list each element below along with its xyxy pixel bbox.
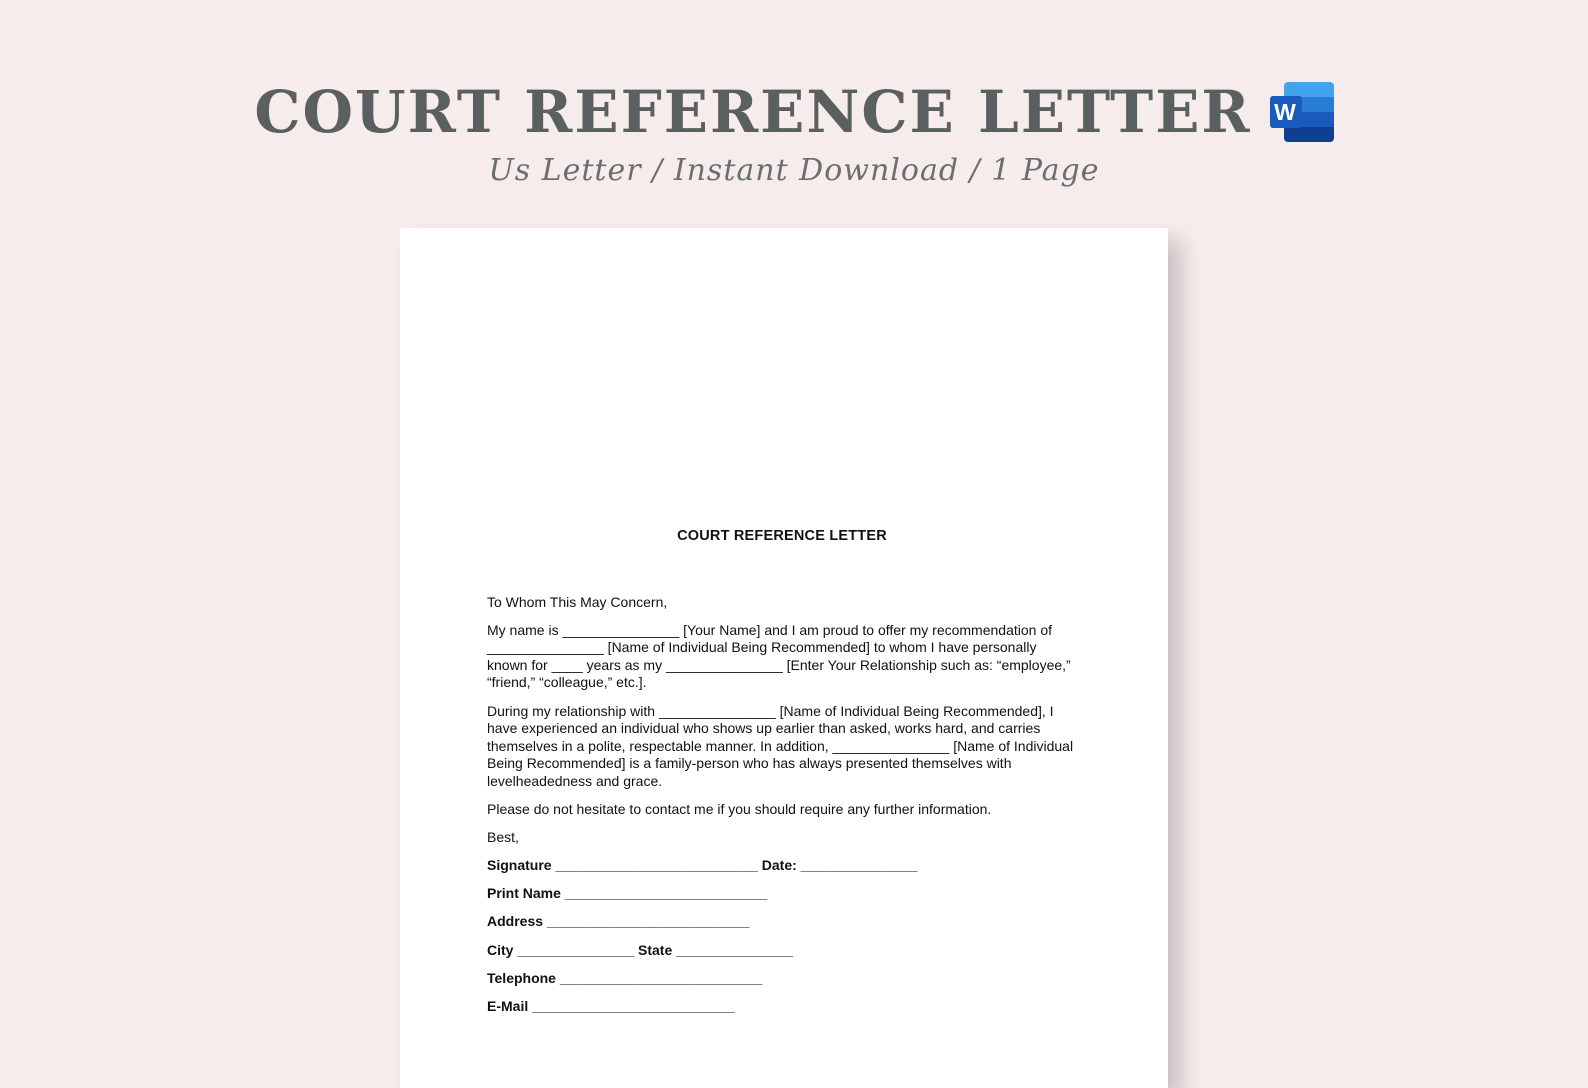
product-title-text: COURT REFERENCE LETTER (254, 78, 1252, 146)
letter-salutation: To Whom This May Concern, (487, 593, 668, 610)
product-title (0, 78, 1588, 146)
print-name-field: Print Name __________________________ (487, 885, 768, 902)
letter-paragraph-1: My name is _______________ [Your Name] and I am proud to offer my recommendation of _______________ [Name of Individual Being Recommended] to whom I have personally known for ____ years as my _______________ [Enter Your Relationship such as: “employee,” “friend,” “colleague,” etc.]. (487, 621, 1071, 691)
letter-body (487, 528, 1077, 1026)
svg-text:W: W (1273, 99, 1298, 125)
address-field: Address __________________________ (487, 913, 750, 930)
document-page (400, 228, 1168, 1088)
signature-date-field: Signature __________________________ Date: _______________ (487, 857, 918, 874)
letter-paragraph-3: Please do not hesitate to contact me if you should require any further information. (487, 801, 992, 818)
letter-closing: Best, (487, 829, 519, 846)
letter-title: COURT REFERENCE LETTER (677, 528, 887, 544)
product-subtitle: Us Letter / Instant Download / 1 Page (488, 153, 1100, 188)
telephone-field: Telephone __________________________ (487, 969, 763, 986)
microsoft-word-icon (1270, 82, 1334, 142)
email-field: E-Mail __________________________ (487, 997, 735, 1014)
city-state-field: City _______________ State _______________ (487, 941, 793, 958)
letter-paragraph-2: During my relationship with _______________ [Name of Individual Being Recommended], I have experienced an individual who shows up earlier than asked, works hard, and carries themselves in a polite, respectable manner. In addition, _______________ [Name of Individual Being Recommended] is a family-person who has always presented themselves with levelheadedness and grace. (487, 702, 1074, 789)
